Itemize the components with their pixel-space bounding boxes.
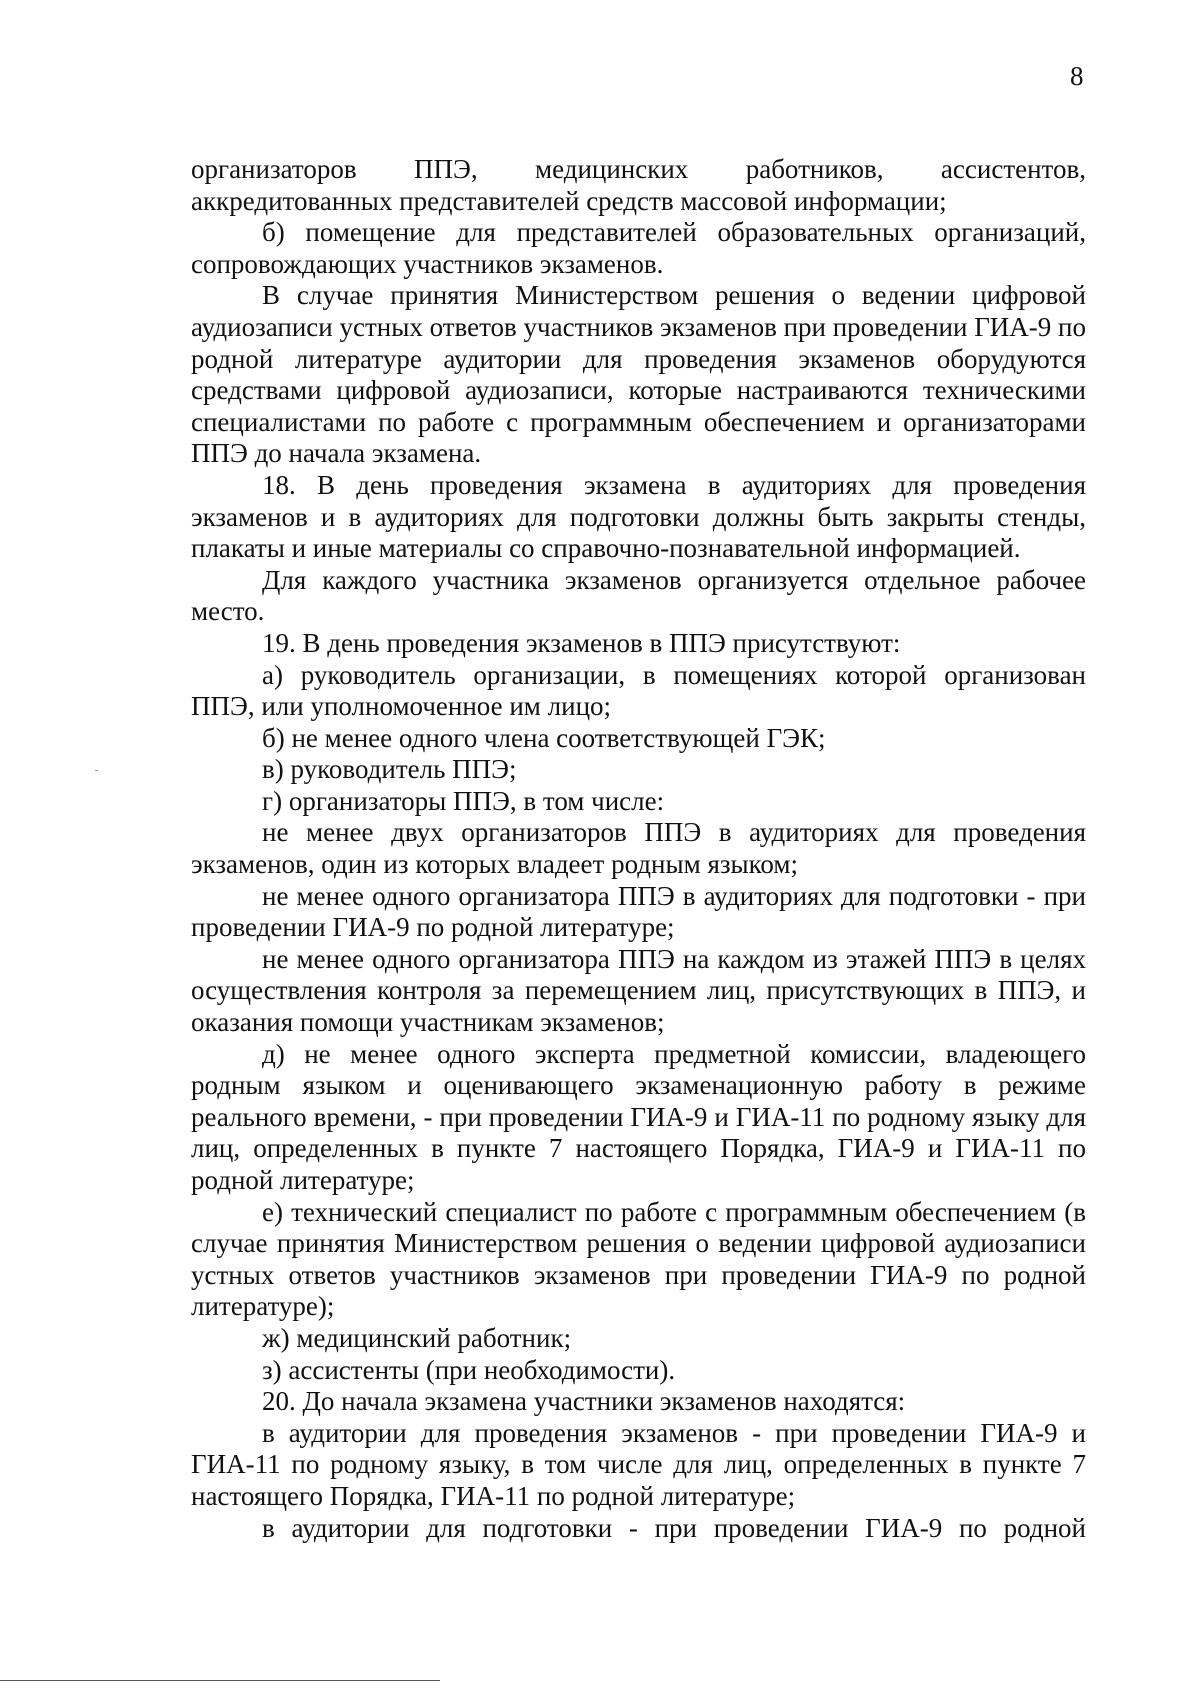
paragraph: д) не менее одного эксперта предметной комиссии, владеющего родным языком и оценивающего экзаменационную работу в режиме реального времени, - при проведении ГИА-9 и ГИА-11 по родному языку для лиц, определенных в пункте 7 настоящего Порядка, ГИА-9 и ГИА-11 по родной литературе; (191, 1038, 1086, 1195)
paragraph: не менее одного организатора ППЭ в аудиториях для подготовки - при проведении ГИА-9 по родной литературе; (191, 880, 1086, 943)
paragraph: Для каждого участника экзаменов организуется отдельное рабочее место. (191, 564, 1086, 627)
footer-rule (0, 1680, 440, 1681)
paragraph: б) не менее одного члена соответствующей ГЭК; (262, 722, 826, 753)
paragraph: организаторов ППЭ, медицинских работников, ассистентов, аккредитованных представителей средств массовой информации; (191, 154, 1086, 216)
paragraph: 19. В день проведения экзаменов в ППЭ присутствуют: (262, 627, 901, 658)
paragraph: ж) медицинский работник; (262, 1322, 572, 1353)
paragraph: б) помещение для представителей образовательных организаций, сопровождающих участников экзаменов. (191, 217, 1086, 279)
paragraph: 18. В день проведения экзамена в аудиториях для проведения экзаменов и в аудиториях для подготовки должны быть закрыты стенды, плакаты и иные материалы со справочно-познавательной информацией. (191, 469, 1086, 564)
paragraph: не менее одного организатора ППЭ на каждом из этажей ППЭ в целях осуществления контроля за перемещением лиц, присутствующих в ППЭ, и оказания помощи участникам экзаменов; (191, 943, 1086, 1038)
page-number: 8 (1070, 61, 1084, 91)
paragraph: в) руководитель ППЭ; (262, 754, 517, 785)
scan-mark (95, 770, 98, 771)
paragraph: в аудитории для проведения экзаменов - при проведении ГИА-9 и ГИА-11 по родному языку, в том числе для лиц, определенных в пункте 7 настоящего Порядка, ГИА-11 по родной литературе; (191, 1417, 1086, 1511)
paragraph: не менее двух организаторов ППЭ в аудиториях для проведения экзаменов, один из которых владеет родным языком; (191, 817, 1086, 880)
paragraph: 20. До начала экзамена участники экзаменов находятся: (262, 1386, 906, 1417)
paragraph: в аудитории для подготовки - при проведении ГИА-9 по родной (262, 1512, 1086, 1543)
paragraph: з) ассистенты (при необходимости). (262, 1354, 676, 1385)
document-body (191, 154, 1086, 1544)
paragraph: В случае принятия Министерством решения о ведении цифровой аудиозаписи устных ответов участников экзаменов при проведении ГИА-9 по родной литературе аудитории для проведения экзаменов оборудуются средствами цифровой аудиозаписи, которые настраиваются техническими специалистами по работе с программным обеспечением и организаторами ППЭ до начала экзамена. (191, 280, 1086, 469)
paragraph: а) руководитель организации, в помещениях которой организован ППЭ, или уполномоченное им лицо; (191, 659, 1086, 722)
paragraph: е) технический специалист по работе с программным обеспечением (в случае принятия Министерством решения о ведении цифровой аудиозаписи устных ответов участников экзаменов при проведении ГИА-9 по родной литературе); (191, 1196, 1086, 1322)
paragraph: г) организаторы ППЭ, в том числе: (262, 785, 665, 816)
